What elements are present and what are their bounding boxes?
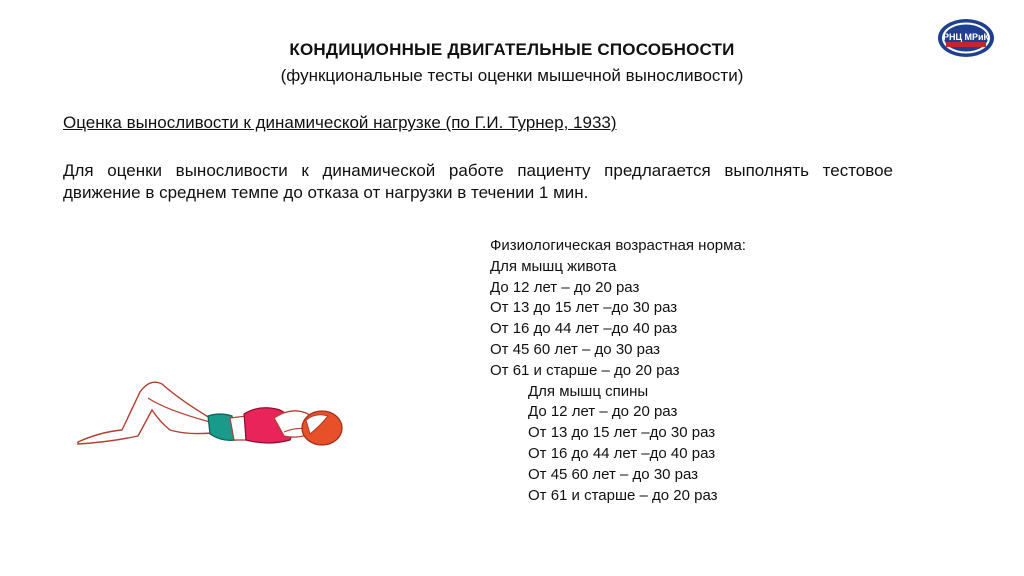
- page-subtitle: (функциональные тесты оценки мышечной выносливости): [280, 66, 744, 85]
- list-item: От 45 60 лет – до 30 раз: [528, 465, 699, 483]
- back-label: Для мышц спины: [528, 382, 649, 400]
- description-paragraph: Для оценки выносливости к динамической работе пациенту предлагается выполнять тестовое движение в среднем темпе до отказа от нагрузки в течении 1 мин.: [63, 161, 893, 202]
- list-item: От 16 до 44 лет –до 40 раз: [528, 444, 716, 462]
- exercise-illustration: [70, 370, 350, 460]
- header: [0, 40, 1024, 86]
- list-item: От 13 до 15 лет –до 30 раз: [490, 299, 678, 317]
- list-item: До 12 лет – до 20 раз: [490, 278, 640, 296]
- norms-heading: Физиологическая возрастная норма:: [490, 237, 746, 254]
- section-heading: Оценка выносливости к динамической нагрузке (по Г.И. Турнер, 1933): [63, 113, 617, 132]
- list-item: От 13 до 15 лет –до 30 раз: [528, 424, 716, 442]
- list-item: От 61 и старше – до 20 раз: [528, 486, 718, 504]
- list-item: От 16 до 44 лет –до 40 раз: [490, 320, 678, 338]
- abdominal-label: Для мышц живота: [490, 257, 617, 275]
- age-norms-list: [490, 236, 746, 506]
- woman-lying-exercise-illustration: [70, 370, 350, 460]
- page-title: КОНДИЦИОННЫЕ ДВИГАТЕЛЬНЫЕ СПОСОБНОСТИ: [289, 40, 735, 59]
- list-item: От 45 60 лет – до 30 раз: [490, 340, 661, 358]
- list-item: От 61 и старше – до 20 раз: [490, 361, 680, 379]
- list-item: До 12 лет – до 20 раз: [528, 403, 678, 421]
- logo-text: РНЦ МРиК: [942, 32, 990, 42]
